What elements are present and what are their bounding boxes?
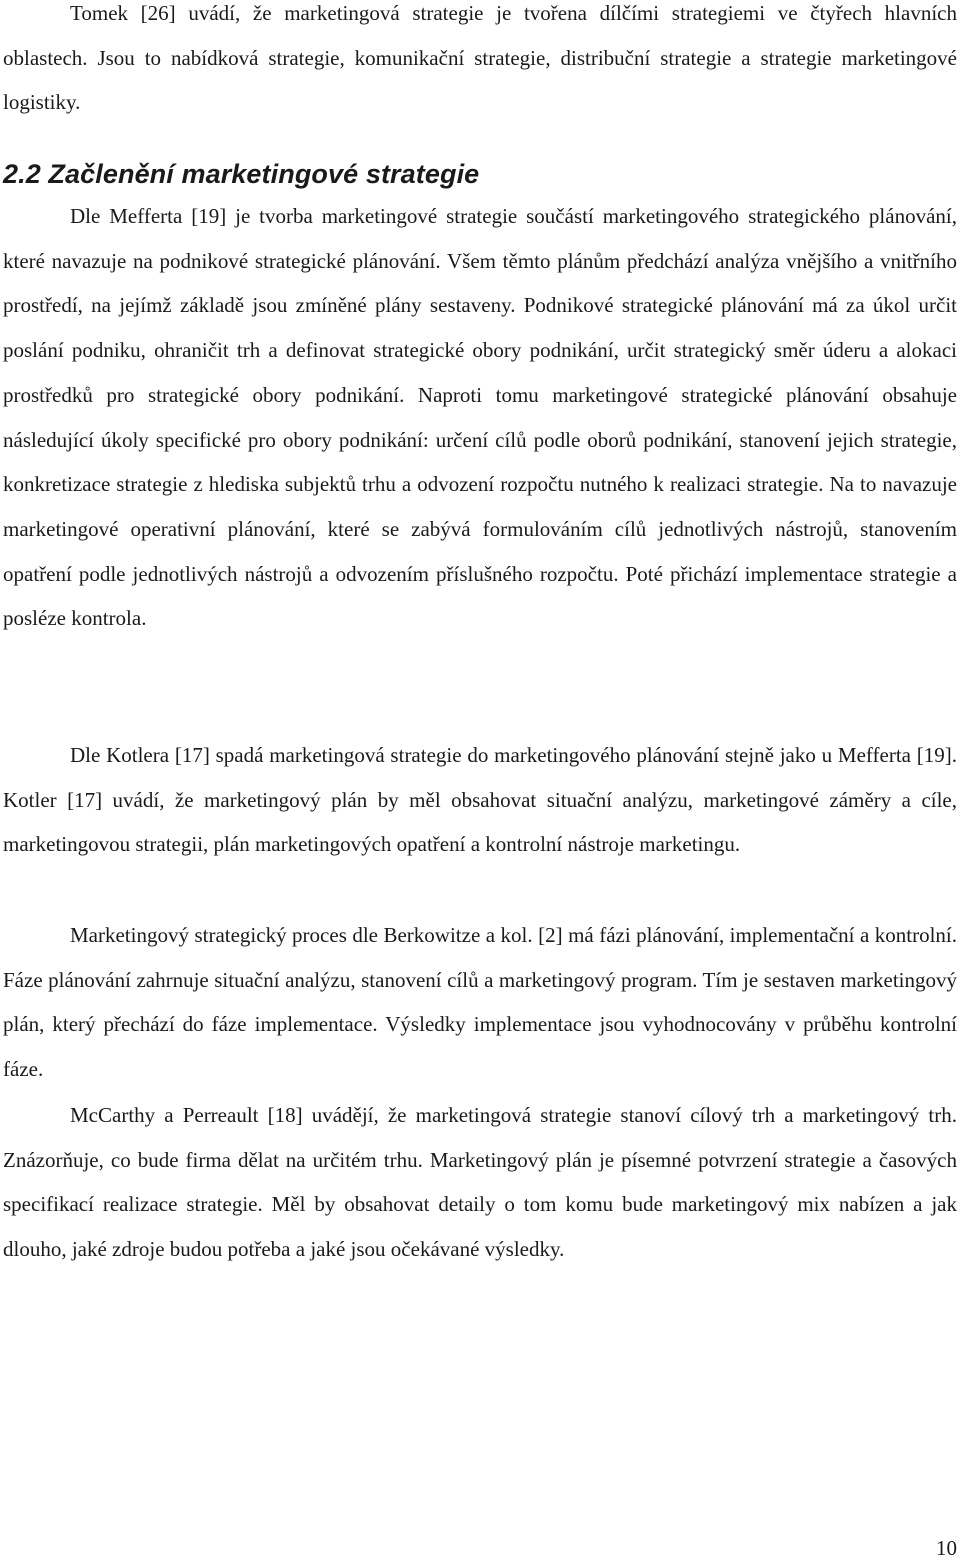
paragraph-kotler: Dle Kotlera [17] spadá marketingová strategie do marketingového plánování stejně jako u Mefferta [19]. Kotler [17] uvádí, že marketingový plán by měl obsahovat situační analýzu, marketingové záměry a cíle, marketingovou strategii, plán marketingových opatření a kontrolní nástroje marketingu. bbox=[3, 743, 957, 857]
section-heading: 2.2 Začlenění marketingové strategie bbox=[3, 159, 480, 189]
paragraph-berkowitz: Marketingový strategický proces dle Berkowitze a kol. [2] má fázi plánování, implementační a kontrolní. Fáze plánování zahrnuje situační analýzu, stanovení cílů a marketingový program. Tím je sestaven marketingový plán, který přechází do fáze implementace. Výsledky implementace jsou vyhodnocovány v průběhu kontrolní fáze. bbox=[3, 923, 957, 1082]
paragraph-mccarthy: McCarthy a Perreault [18] uvádějí, že marketingová strategie stanoví cílový trh a marketingový trh. Znázorňuje, co bude firma dělat na určitém trhu. Marketingový plán je písemné potvrzení strategie a časových specifikací realizace strategie. Měl by obsahovat detaily o tom komu bude marketingový mix nabízen a jak dlouho, jaké zdroje budou potřeba a jaké jsou očekávané výsledky. bbox=[3, 1103, 957, 1262]
page-number: 10 bbox=[936, 1536, 957, 1560]
paragraph-mefferta: Dle Mefferta [19] je tvorba marketingové strategie součástí marketingového strategického plánování, které navazuje na podnikové strategické plánování. Všem těmto plánům předchází analýza vnějšího a vnitřního prostředí, na jejímž základě jsou zmíněné plány sestaveny. Podnikové strategické plánování má za úkol určit poslání podniku, ohraničit trh a definovat strategické obory podnikání, určit strategický směr úderu a alokaci prostředků pro strategické obory podnikání. Naproti tomu marketingové strategické plánování obsahuje následující úkoly specifické pro obory podnikání: určení cílů podle oborů podnikání, stanovení jejich strategie, konkretizace strategie z hlediska subjektů trhu a odvození rozpočtu nutného k realizaci strategie. Na to navazuje marketingové operativní plánování, které se zabývá formulováním cílů jednotlivých nástrojů, stanovením opatření podle jednotlivých nástrojů a odvozením příslušného rozpočtu. Poté přichází implementace strategie a posléze kontrola. bbox=[3, 204, 957, 631]
paragraph-tomek: Tomek [26] uvádí, že marketingová strategie je tvořena dílčími strategiemi ve čtyřech hlavních oblastech. Jsou to nabídková strategie, komunikační strategie, distribuční strategie a strategie marketingové logistiky. bbox=[3, 1, 957, 115]
